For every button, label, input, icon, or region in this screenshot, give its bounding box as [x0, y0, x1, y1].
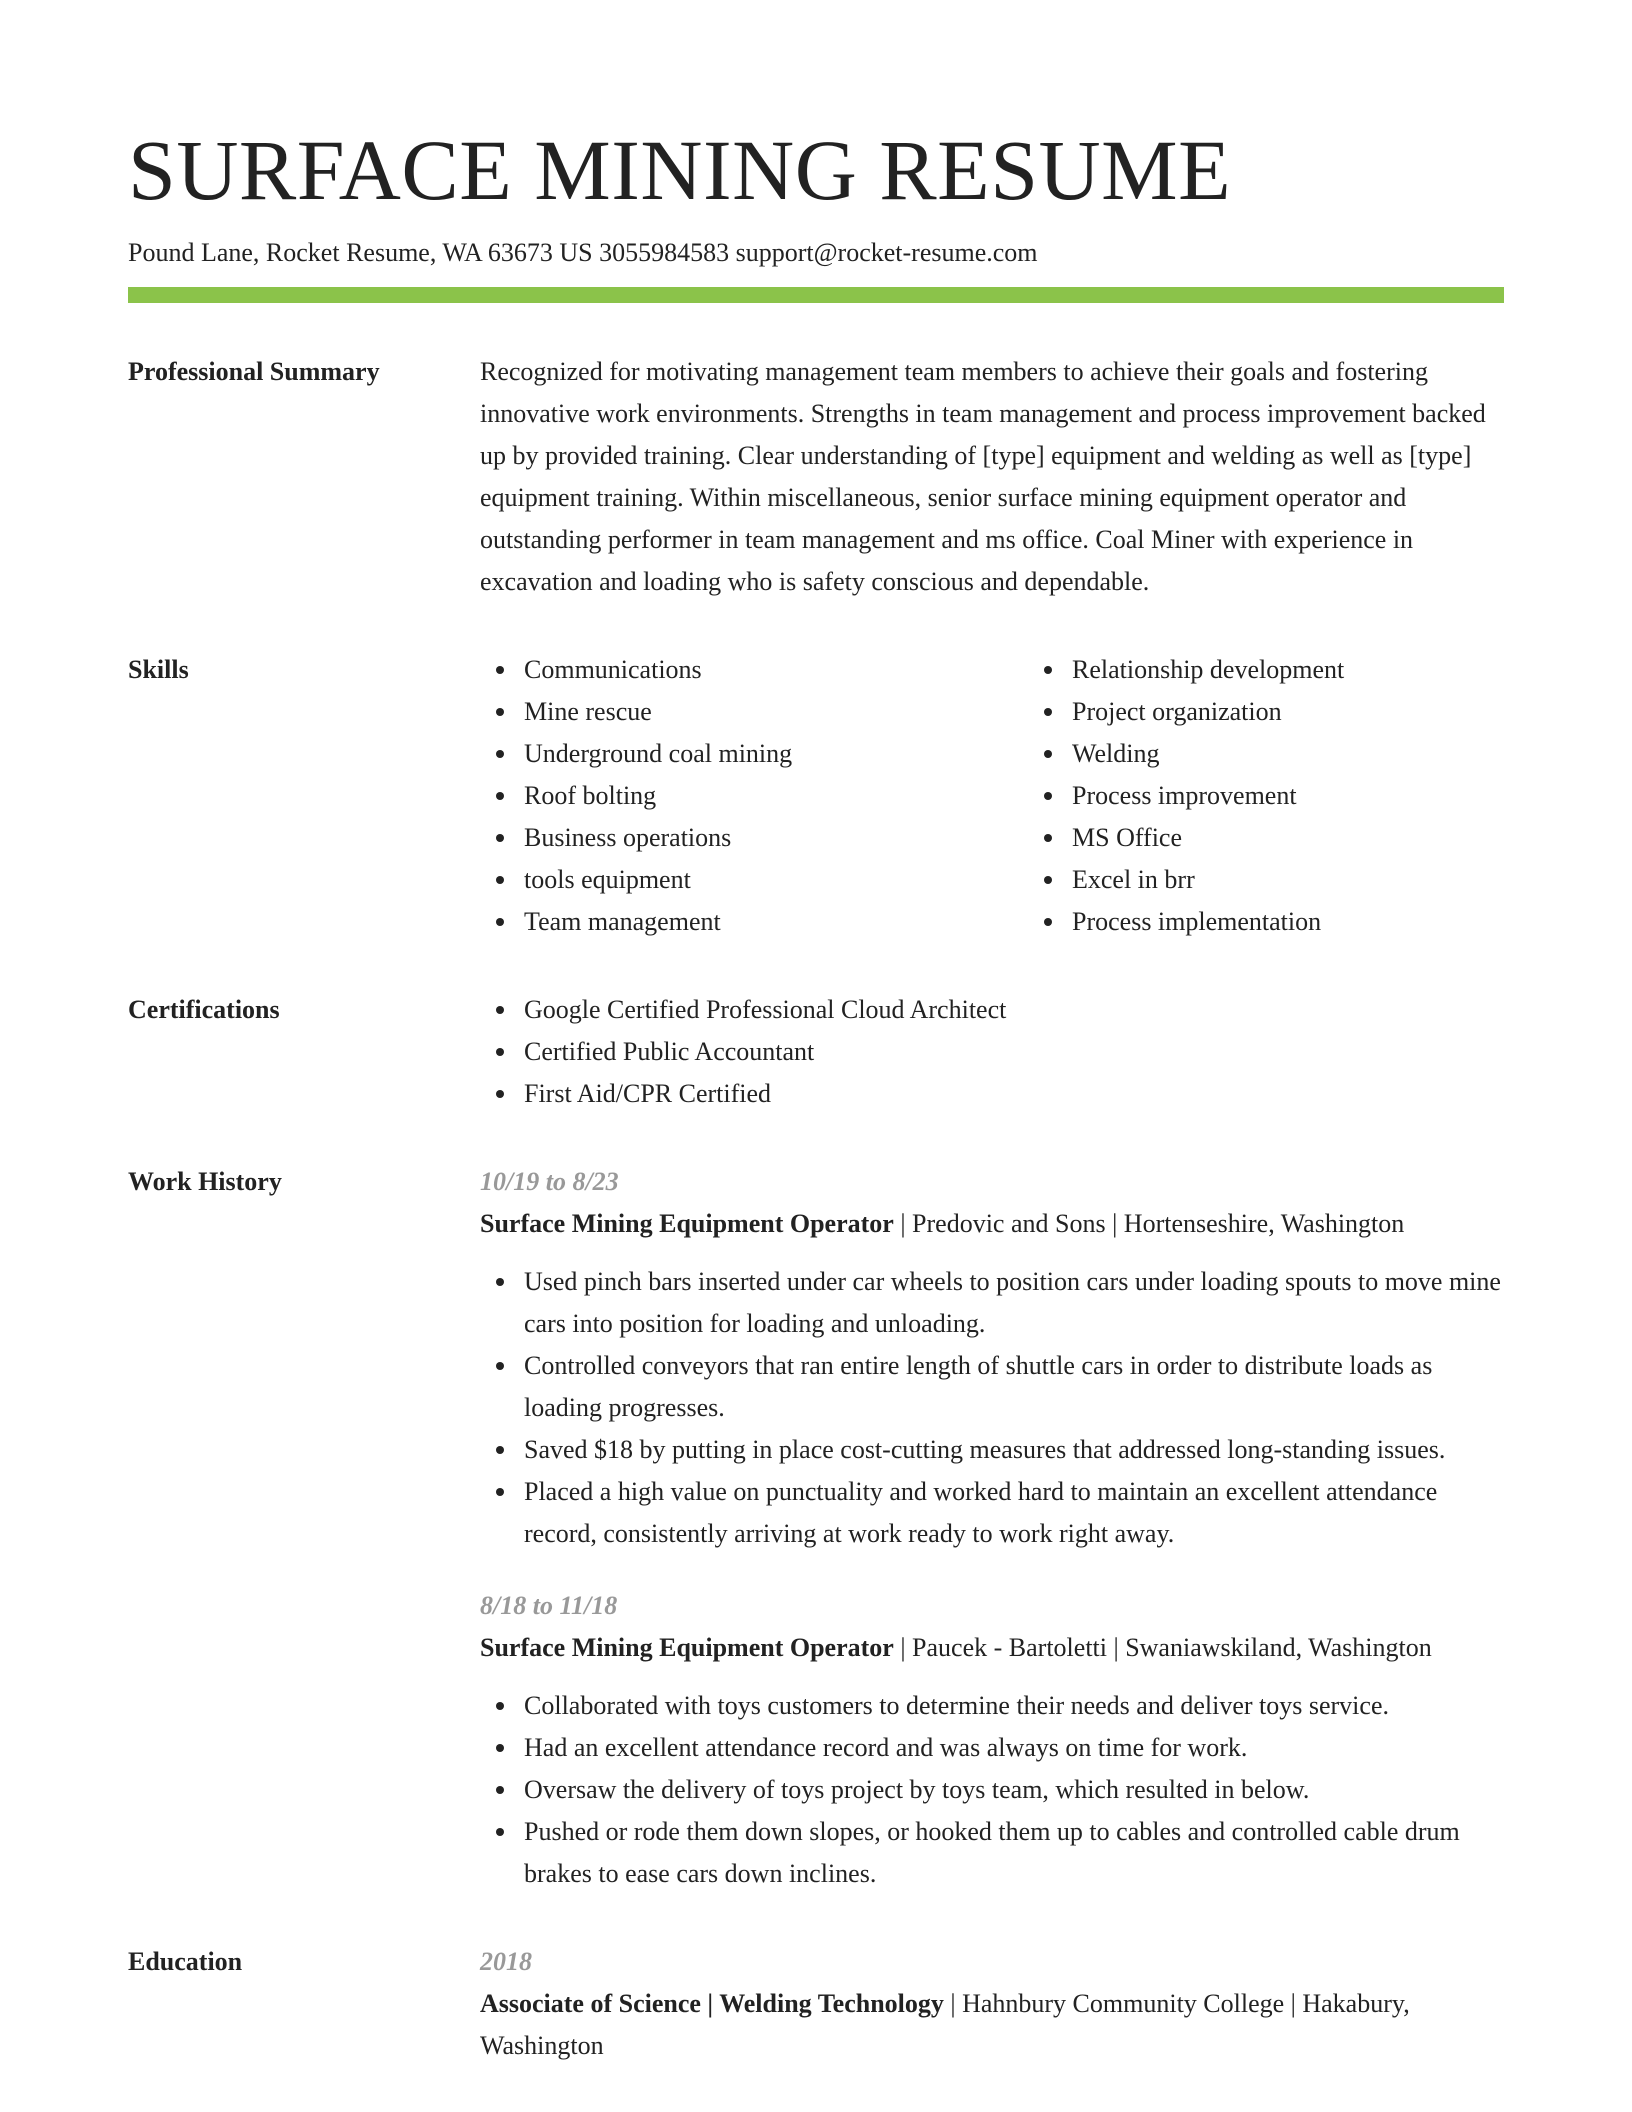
- certification-item: First Aid/CPR Certified: [524, 1073, 1504, 1115]
- skill-item: Process improvement: [1072, 775, 1576, 817]
- skill-item: Mine rescue: [524, 691, 1028, 733]
- skills-section: [128, 649, 1504, 943]
- skill-item: Business operations: [524, 817, 1028, 859]
- job-bullets: [480, 1685, 1504, 1895]
- job-bullet: Used pinch bars inserted under car wheels to position cars under loading spouts to move mine cars into position for loading and unloading.: [524, 1261, 1504, 1345]
- skill-item: Excel in brr: [1072, 859, 1576, 901]
- skill-item: Relationship development: [1072, 649, 1576, 691]
- job-bullet: Saved $18 by putting in place cost-cutting measures that addressed long-standing issues.: [524, 1429, 1504, 1471]
- job-bullet: Pushed or rode them down slopes, or hooked them up to cables and controlled cable drum brakes to ease cars down inclines.: [524, 1811, 1504, 1895]
- resume-title: SURFACE MINING RESUME: [128, 122, 1232, 218]
- job-bullets: [480, 1261, 1504, 1555]
- job-bullet: Oversaw the delivery of toys project by toys team, which resulted in below.: [524, 1769, 1504, 1811]
- job-bullet: Collaborated with toys customers to determine their needs and deliver toys service.: [524, 1685, 1504, 1727]
- skills-list-right: [1028, 649, 1576, 943]
- summary-section: [128, 351, 1504, 603]
- skill-item: MS Office: [1072, 817, 1576, 859]
- job-bullet: Controlled conveyors that ran entire length of shuttle cars in order to distribute loads as loading progresses.: [524, 1345, 1504, 1429]
- job-title: Surface Mining Equipment Operator: [480, 1209, 894, 1238]
- education-school: | Hahnbury Community College | Hakabury, Washington: [480, 1989, 1410, 2060]
- certifications-section: [128, 989, 1504, 1115]
- job-date: 8/18 to 11/18: [480, 1591, 618, 1620]
- skills-heading: Skills: [128, 655, 189, 684]
- contact-line: Pound Lane, Rocket Resume, WA 63673 US 3055984583 support@rocket-resume.com: [128, 238, 1038, 267]
- certification-item: Google Certified Professional Cloud Architect: [524, 989, 1504, 1031]
- skill-item: tools equipment: [524, 859, 1028, 901]
- skill-item: Team management: [524, 901, 1028, 943]
- skill-item: Roof bolting: [524, 775, 1028, 817]
- skill-item: Underground coal mining: [524, 733, 1028, 775]
- work-history-section: [128, 1161, 1504, 1895]
- summary-text: Recognized for motivating management team members to achieve their goals and fostering innovative work environments. Strengths in team management and process improvement backed up by provided training. Clear understanding of [type] equipment and welding as well as [type] equipment training. Within miscellaneous, senior surface mining equipment operator and outstanding performer in team management and ms office. Coal Miner with experience in excavation and loading who is safety conscious and dependable.: [480, 357, 1486, 596]
- certifications-list: [480, 989, 1504, 1115]
- education-heading: Education: [128, 1947, 243, 1976]
- work-history-heading: Work History: [128, 1167, 282, 1196]
- education-line: [480, 1983, 1504, 2067]
- job-title: Surface Mining Equipment Operator: [480, 1633, 894, 1662]
- header-divider: [128, 287, 1504, 303]
- job-role-line: [480, 1203, 1504, 1245]
- job-role-line: [480, 1627, 1504, 1669]
- education-section: [128, 1941, 1504, 2067]
- job-entry: [480, 1161, 1504, 1555]
- job-bullet: Had an excellent attendance record and was always on time for work.: [524, 1727, 1504, 1769]
- certifications-heading: Certifications: [128, 995, 280, 1024]
- job-entry: [480, 1585, 1504, 1895]
- job-date: 10/19 to 8/23: [480, 1167, 619, 1196]
- job-employer: | Paucek - Bartoletti | Swaniawskiland, Washington: [893, 1633, 1432, 1662]
- skills-list-left: [480, 649, 1028, 943]
- job-employer: | Predovic and Sons | Hortenseshire, Washington: [893, 1209, 1405, 1238]
- certification-item: Certified Public Accountant: [524, 1031, 1504, 1073]
- skill-item: Communications: [524, 649, 1028, 691]
- skill-item: Project organization: [1072, 691, 1576, 733]
- summary-heading: Professional Summary: [128, 357, 380, 386]
- education-degree: Associate of Science | Welding Technology: [480, 1989, 944, 2018]
- skill-item: Welding: [1072, 733, 1576, 775]
- skill-item: Process implementation: [1072, 901, 1576, 943]
- education-date: 2018: [480, 1947, 532, 1976]
- job-bullet: Placed a high value on punctuality and worked hard to maintain an excellent attendance record, consistently arriving at work ready to work right away.: [524, 1471, 1504, 1555]
